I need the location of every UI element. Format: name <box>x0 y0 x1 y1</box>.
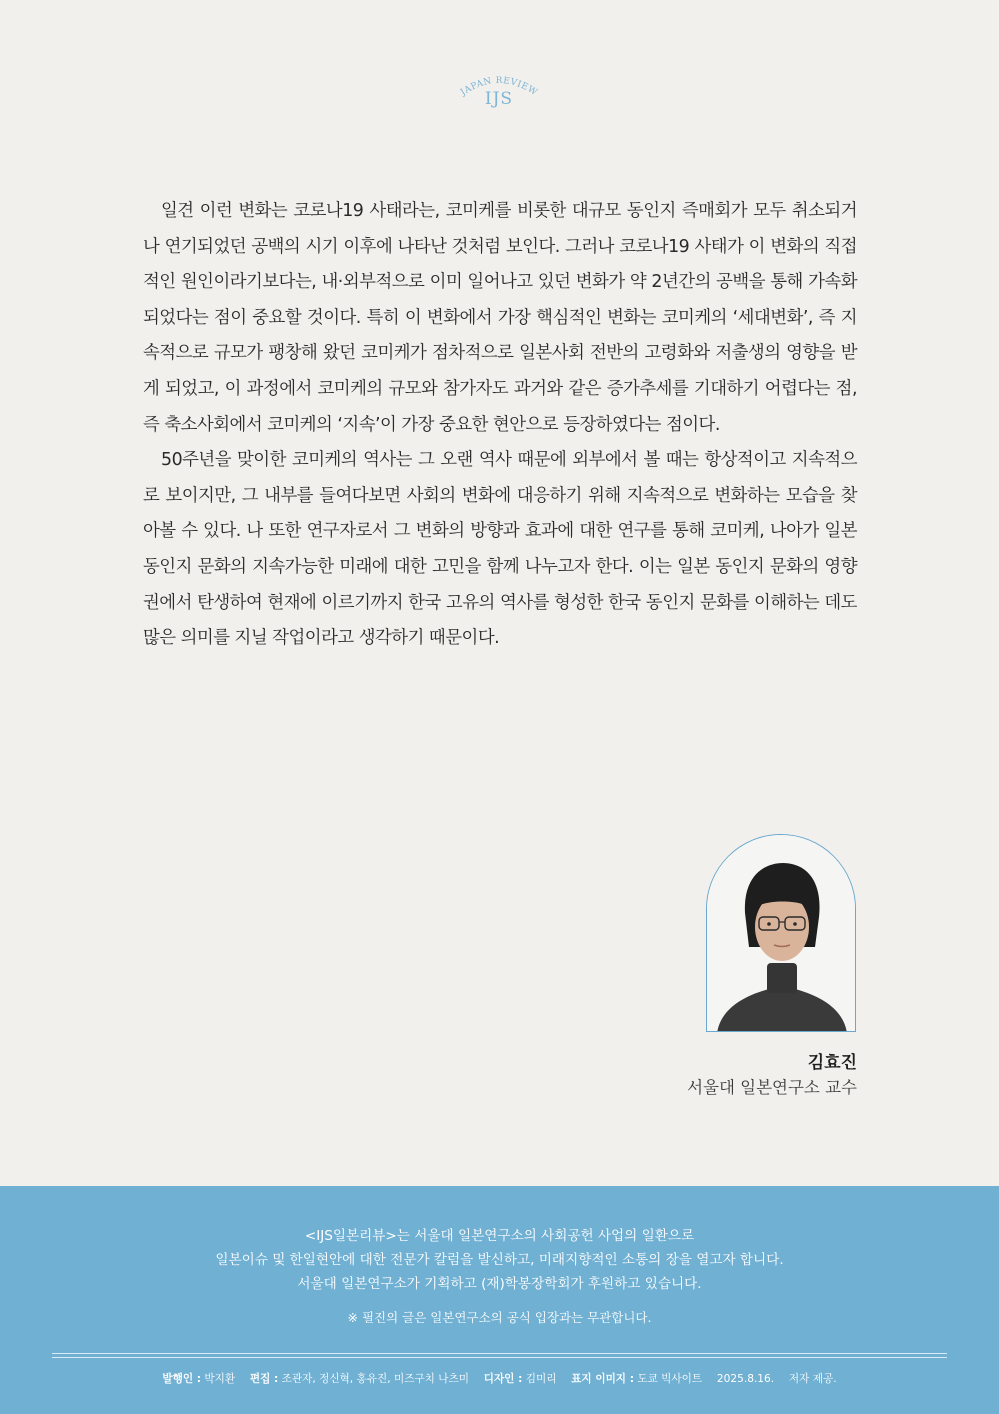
editors-label: 편집 : <box>249 1373 279 1385</box>
publisher-label: 발행인 : <box>162 1373 202 1385</box>
footer-divider <box>52 1357 947 1358</box>
footer <box>0 1186 999 1414</box>
svg-text:JAPAN REVIEW: JAPAN REVIEW <box>458 75 539 99</box>
publisher-value: 박지환 <box>204 1373 236 1385</box>
editors-value: 조관자, 정신혁, 홍유진, 미즈구치 나츠미 <box>281 1373 469 1385</box>
footer-description-line: 일본이슈 및 한일현안에 대한 전문가 칼럼을 발신하고, 미래지향적인 소통의 장을 열고자 합니다. <box>215 1252 784 1268</box>
author-title: 서울대 일본연구소 교수 <box>687 1078 857 1097</box>
publication-date: 2025.8.16. <box>716 1373 775 1385</box>
ijs-japan-review-logo <box>449 70 549 114</box>
article-body <box>143 194 857 657</box>
footer-description-line: 서울대 일본연구소가 기획하고 (재)학봉장학회가 후원하고 있습니다. <box>297 1276 702 1292</box>
article-paragraph: 일견 이런 변화는 코로나19 사태라는, 코미케를 비롯한 대규모 동인지 즉매회가 모두 취소되거나 연기되었던 공백의 시기 이후에 나타난 것처럼 보인다. 그러나 코로나19 사태가 이 변화의 직접적인 원인이라기보다는, 내·외부적으로 이미 일어나고 있던 변화가 약 2년간의 공백을 통해 가속화되었다는 점이 중요할 것이다. 특히 이 변화에서 가장 핵심적인 변화는 코미케의 ‘세대변화’, 즉 지속적으로 규모가 팽창해 왔던 코미케가 점차적으로 일본사회 전반의 고령화와 저출생의 영향을 받게 되었고, 이 과정에서 코미케의 규모와 참가자도 과거와 같은 증가추세를 기대하기 어렵다는 점, 즉 축소사회에서 코미케의 ‘지속’이 가장 중요한 현안으로 등장하였다는 점이다. <box>143 201 857 435</box>
cover-image-label: 표지 이미지 : <box>571 1373 634 1385</box>
footer-divider <box>52 1353 947 1354</box>
photo-courtesy: 저자 제공. <box>788 1373 837 1385</box>
author-photo <box>707 835 856 1032</box>
credits-line <box>0 1371 999 1386</box>
footer-description <box>0 1224 999 1296</box>
footer-description-line: <IJS일본리뷰>는 서울대 일본연구소의 사회공헌 사업의 일환으로 <box>304 1228 695 1244</box>
designer-label: 디자인 : <box>483 1373 523 1385</box>
designer-value: 김미리 <box>525 1373 557 1385</box>
author-portrait <box>706 834 856 1032</box>
article-paragraph: 50주년을 맞이한 코미케의 역사는 그 오랜 역사 때문에 외부에서 볼 때는 항상적이고 지속적으로 보이지만, 그 내부를 들여다보면 사회의 변화에 대응하기 위해 지속적으로 변화하는 모습을 찾아볼 수 있다. 나 또한 연구자로서 그 변화의 방향과 효과에 대한 연구를 통해 코미케, 나아가 일본 동인지 문화의 지속가능한 미래에 대한 고민을 함께 나누고자 한다. 이는 일본 동인지 문화의 영향권에서 탄생하여 현재에 이르기까지 한국 고유의 역사를 형성한 한국 동인지 문화를 이해하는 데도 많은 의미를 지닐 작업이라고 생각하기 때문이다. <box>143 450 857 649</box>
cover-image-value: 도쿄 빅사이트 <box>637 1373 703 1385</box>
logo-mark: IJS <box>484 89 514 109</box>
footer-disclaimer: ※ 필진의 글은 일본연구소의 공식 입장과는 무관합니다. <box>347 1310 652 1325</box>
author-name: 김효진 <box>807 1053 857 1073</box>
